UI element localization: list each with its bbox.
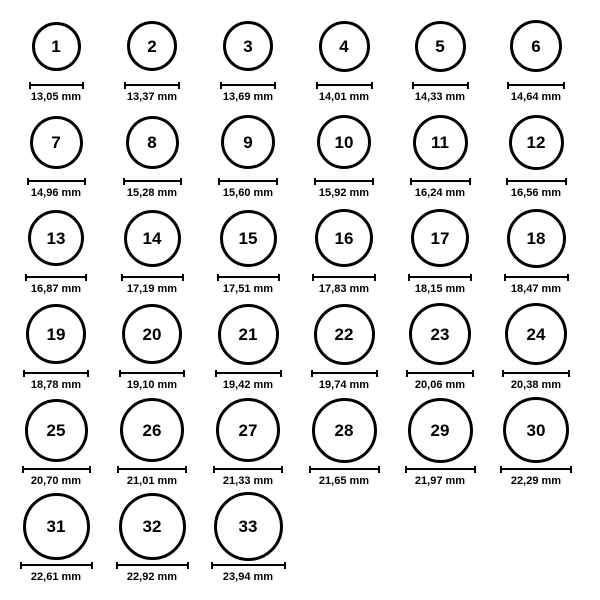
- ring-circle-wrapper: [214, 492, 283, 560]
- measure-line: [309, 466, 380, 473]
- ring-size-cell[interactable]: [392, 300, 488, 391]
- ring-size-cell[interactable]: [392, 204, 488, 295]
- ring-circle: [510, 20, 562, 72]
- ring-size-cell[interactable]: [296, 108, 392, 199]
- ring-circle-wrapper: [216, 396, 280, 464]
- measure-line: [25, 274, 87, 281]
- ring-size-number: 4: [339, 36, 349, 56]
- diameter-measure-bar: [410, 177, 471, 185]
- ring-circle: [216, 398, 280, 462]
- ring-circle: [214, 492, 283, 561]
- diameter-measure-bar: [218, 177, 278, 185]
- ring-size-cell[interactable]: [104, 396, 200, 487]
- diameter-label: 22,29 mm: [510, 475, 562, 487]
- diameter-measure-bar: [500, 465, 572, 473]
- ring-circle: [32, 22, 81, 71]
- diameter-measure-bar: [309, 465, 380, 473]
- ring-size-cell[interactable]: [392, 108, 488, 199]
- diameter-label: 14,33 mm: [414, 91, 466, 103]
- ring-size-row: [8, 108, 592, 204]
- ring-circle-wrapper: [32, 12, 81, 80]
- ring-circle: [503, 397, 569, 463]
- ring-circle-wrapper: [127, 12, 177, 80]
- ring-circle: [314, 304, 375, 365]
- ring-circle-wrapper: [122, 300, 182, 368]
- ring-circle: [415, 21, 466, 72]
- ring-size-cell[interactable]: [296, 300, 392, 391]
- ring-size-number: 13: [46, 228, 66, 248]
- diameter-measure-bar: [405, 465, 476, 473]
- ring-circle: [509, 115, 564, 170]
- ring-size-cell[interactable]: [488, 12, 584, 103]
- ring-size-number: 8: [147, 132, 157, 152]
- ring-circle: [315, 209, 373, 267]
- ring-circle: [220, 210, 277, 267]
- measure-line: [116, 562, 189, 569]
- diameter-measure-bar: [25, 273, 87, 281]
- diameter-label: 20,06 mm: [414, 379, 466, 391]
- measure-line: [507, 82, 565, 89]
- diameter-label: 20,38 mm: [510, 379, 562, 391]
- ring-circle-wrapper: [503, 396, 569, 464]
- diameter-label: 23,94 mm: [222, 571, 274, 583]
- diameter-measure-bar: [506, 177, 567, 185]
- measure-line: [23, 370, 89, 377]
- diameter-label: 22,61 mm: [30, 571, 82, 583]
- diameter-label: 15,92 mm: [318, 187, 370, 199]
- ring-circle: [127, 21, 177, 71]
- measure-line: [314, 178, 374, 185]
- measure-line: [504, 274, 569, 281]
- ring-circle: [30, 116, 83, 169]
- diameter-label: 15,28 mm: [126, 187, 178, 199]
- diameter-label: 22,92 mm: [126, 571, 178, 583]
- ring-circle-wrapper: [315, 204, 373, 272]
- ring-size-number: 17: [430, 228, 450, 248]
- diameter-label: 17,83 mm: [318, 283, 370, 295]
- ring-size-number: 11: [431, 132, 449, 152]
- ring-size-number: 32: [142, 516, 162, 536]
- measure-line: [22, 466, 91, 473]
- ring-size-cell[interactable]: [8, 492, 104, 583]
- ring-circle: [26, 304, 86, 364]
- diameter-measure-bar: [20, 561, 93, 569]
- ring-size-cell[interactable]: [8, 108, 104, 199]
- ring-circle: [507, 209, 566, 268]
- ring-circle-wrapper: [124, 204, 181, 272]
- diameter-label: 18,15 mm: [414, 283, 466, 295]
- ring-size-cell[interactable]: [104, 12, 200, 103]
- ring-size-number: 29: [430, 420, 450, 440]
- ring-size-number: 10: [334, 132, 354, 152]
- diameter-label: 18,78 mm: [30, 379, 82, 391]
- measure-line: [117, 466, 187, 473]
- diameter-measure-bar: [121, 273, 184, 281]
- diameter-label: 14,01 mm: [318, 91, 370, 103]
- diameter-label: 18,47 mm: [510, 283, 562, 295]
- ring-circle-wrapper: [319, 12, 370, 80]
- diameter-measure-bar: [119, 369, 185, 377]
- measure-line: [500, 466, 572, 473]
- diameter-label: 20,70 mm: [30, 475, 82, 487]
- diameter-label: 14,64 mm: [510, 91, 562, 103]
- ring-circle: [221, 115, 275, 169]
- measure-line: [506, 178, 567, 185]
- diameter-label: 17,19 mm: [126, 283, 178, 295]
- ring-size-number: 26: [142, 420, 162, 440]
- ring-size-number: 20: [142, 324, 162, 344]
- ring-circle: [319, 21, 370, 72]
- measure-line: [124, 82, 180, 89]
- ring-circle-wrapper: [120, 396, 184, 464]
- ring-circle-wrapper: [314, 300, 375, 368]
- ring-circle-wrapper: [415, 12, 466, 80]
- ring-circle-wrapper: [26, 300, 86, 368]
- ring-circle: [126, 116, 179, 169]
- measure-line: [316, 82, 373, 89]
- diameter-label: 21,01 mm: [126, 475, 178, 487]
- ring-size-number: 15: [238, 228, 258, 248]
- ring-size-cell[interactable]: [392, 396, 488, 487]
- ring-size-number: 12: [526, 132, 546, 152]
- ring-size-number: 24: [526, 324, 546, 344]
- diameter-label: 19,42 mm: [222, 379, 274, 391]
- ring-size-cell[interactable]: [488, 396, 584, 487]
- diameter-label: 16,56 mm: [510, 187, 562, 199]
- ring-circle: [25, 399, 88, 462]
- diameter-label: 13,69 mm: [222, 91, 274, 103]
- diameter-measure-bar: [124, 81, 180, 89]
- ring-size-cell[interactable]: [200, 204, 296, 295]
- ring-size-row: [8, 396, 592, 492]
- ring-size-number: 21: [238, 324, 258, 344]
- ring-size-row: [8, 492, 592, 588]
- diameter-measure-bar: [316, 81, 373, 89]
- ring-size-cell[interactable]: [392, 12, 488, 103]
- diameter-label: 21,97 mm: [414, 475, 466, 487]
- measure-line: [215, 370, 282, 377]
- diameter-measure-bar: [507, 81, 565, 89]
- diameter-measure-bar: [27, 177, 86, 185]
- ring-circle-wrapper: [505, 300, 567, 368]
- diameter-label: 13,37 mm: [126, 91, 178, 103]
- ring-size-cell[interactable]: [200, 300, 296, 391]
- ring-size-cell[interactable]: [200, 396, 296, 487]
- ring-circle: [409, 303, 471, 365]
- ring-circle: [23, 493, 90, 560]
- ring-size-cell[interactable]: [104, 300, 200, 391]
- ring-circle: [317, 115, 371, 169]
- diameter-measure-bar: [29, 81, 84, 89]
- ring-circle-wrapper: [30, 108, 83, 176]
- measure-line: [217, 274, 280, 281]
- ring-size-number: 6: [531, 36, 541, 56]
- measure-line: [213, 466, 283, 473]
- ring-circle: [223, 21, 273, 71]
- ring-size-cell[interactable]: [200, 492, 296, 583]
- ring-circle: [505, 303, 567, 365]
- ring-size-number: 30: [526, 420, 546, 440]
- diameter-label: 21,33 mm: [222, 475, 274, 487]
- diameter-label: 21,65 mm: [318, 475, 370, 487]
- diameter-measure-bar: [213, 465, 283, 473]
- ring-circle-wrapper: [510, 12, 562, 80]
- ring-size-cell[interactable]: [296, 396, 392, 487]
- ring-circle-wrapper: [221, 108, 275, 176]
- measure-line: [410, 178, 471, 185]
- ring-circle: [413, 115, 468, 170]
- ring-size-number: 5: [435, 36, 445, 56]
- ring-circle-wrapper: [312, 396, 377, 464]
- diameter-label: 19,74 mm: [318, 379, 370, 391]
- ring-size-cell[interactable]: [296, 12, 392, 103]
- diameter-measure-bar: [23, 369, 89, 377]
- ring-size-cell[interactable]: [104, 108, 200, 199]
- measure-line: [218, 178, 278, 185]
- ring-size-cell[interactable]: [488, 108, 584, 199]
- ring-circle: [122, 304, 182, 364]
- diameter-measure-bar: [116, 561, 189, 569]
- ring-size-cell[interactable]: [8, 204, 104, 295]
- ring-size-number: 18: [526, 228, 546, 248]
- diameter-measure-bar: [217, 273, 280, 281]
- ring-circle: [120, 398, 184, 462]
- ring-circle: [119, 493, 186, 560]
- ring-size-number: 28: [334, 420, 354, 440]
- diameter-measure-bar: [123, 177, 182, 185]
- diameter-label: 15,60 mm: [222, 187, 274, 199]
- diameter-measure-bar: [211, 561, 286, 569]
- ring-size-cell[interactable]: [8, 12, 104, 103]
- ring-circle-wrapper: [509, 108, 564, 176]
- measure-line: [311, 370, 378, 377]
- ring-circle-wrapper: [413, 108, 468, 176]
- ring-circle: [411, 209, 469, 267]
- ring-size-number: 7: [51, 132, 61, 152]
- ring-circle: [124, 210, 181, 267]
- ring-size-number: 3: [243, 36, 253, 56]
- ring-circle-wrapper: [507, 204, 566, 272]
- measure-line: [405, 466, 476, 473]
- diameter-label: 19,10 mm: [126, 379, 178, 391]
- diameter-measure-bar: [412, 81, 469, 89]
- diameter-measure-bar: [311, 369, 378, 377]
- ring-size-number: 2: [147, 36, 157, 56]
- ring-circle-wrapper: [23, 492, 90, 560]
- measure-line: [408, 274, 472, 281]
- ring-circle-wrapper: [411, 204, 469, 272]
- diameter-label: 17,51 mm: [222, 283, 274, 295]
- diameter-measure-bar: [314, 177, 374, 185]
- diameter-measure-bar: [502, 369, 570, 377]
- ring-size-number: 25: [46, 420, 66, 440]
- diameter-label: 14,96 mm: [30, 187, 82, 199]
- ring-circle-wrapper: [317, 108, 371, 176]
- ring-size-number: 23: [430, 324, 450, 344]
- diameter-measure-bar: [408, 273, 472, 281]
- ring-circle: [218, 304, 279, 365]
- ring-size-cell[interactable]: [488, 204, 584, 295]
- ring-size-cell[interactable]: [200, 12, 296, 103]
- ring-size-number: 27: [238, 420, 258, 440]
- diameter-label: 16,24 mm: [414, 187, 466, 199]
- measure-line: [406, 370, 474, 377]
- diameter-measure-bar: [406, 369, 474, 377]
- ring-size-cell[interactable]: [488, 300, 584, 391]
- diameter-label: 16,87 mm: [30, 283, 82, 295]
- measure-line: [502, 370, 570, 377]
- measure-line: [29, 82, 84, 89]
- ring-circle-wrapper: [220, 204, 277, 272]
- ring-size-cell[interactable]: [104, 204, 200, 295]
- ring-circle: [312, 398, 377, 463]
- ring-circle-wrapper: [126, 108, 179, 176]
- ring-circle-wrapper: [223, 12, 273, 80]
- ring-size-row: [8, 12, 592, 108]
- measure-line: [27, 178, 86, 185]
- measure-line: [119, 370, 185, 377]
- diameter-label: 13,05 mm: [30, 91, 82, 103]
- ring-circle: [28, 210, 84, 266]
- ring-size-number: 33: [238, 516, 258, 536]
- ring-circle-wrapper: [408, 396, 473, 464]
- ring-size-row: [8, 204, 592, 300]
- measure-line: [412, 82, 469, 89]
- ring-size-number: 14: [142, 228, 162, 248]
- ring-size-cell[interactable]: [104, 492, 200, 583]
- ring-size-number: 31: [46, 516, 66, 536]
- ring-size-number: 22: [334, 324, 354, 344]
- diameter-measure-bar: [504, 273, 569, 281]
- diameter-measure-bar: [215, 369, 282, 377]
- ring-circle-wrapper: [25, 396, 88, 464]
- ring-size-number: 16: [334, 228, 354, 248]
- measure-line: [312, 274, 376, 281]
- measure-line: [123, 178, 182, 185]
- ring-size-cell[interactable]: [8, 396, 104, 487]
- ring-circle-wrapper: [218, 300, 279, 368]
- measure-line: [121, 274, 184, 281]
- ring-circle-wrapper: [119, 492, 186, 560]
- diameter-measure-bar: [22, 465, 91, 473]
- measure-line: [20, 562, 93, 569]
- measure-line: [211, 562, 286, 569]
- diameter-measure-bar: [117, 465, 187, 473]
- ring-size-number: 9: [243, 132, 253, 152]
- ring-circle-wrapper: [28, 204, 84, 272]
- ring-size-cell[interactable]: [296, 204, 392, 295]
- ring-size-cell[interactable]: [8, 300, 104, 391]
- measure-line: [220, 82, 276, 89]
- ring-circle: [408, 398, 473, 463]
- ring-size-number: 1: [51, 36, 61, 56]
- ring-size-number: 19: [46, 324, 66, 344]
- ring-size-cell[interactable]: [200, 108, 296, 199]
- diameter-measure-bar: [220, 81, 276, 89]
- ring-size-row: [8, 300, 592, 396]
- diameter-measure-bar: [312, 273, 376, 281]
- ring-circle-wrapper: [409, 300, 471, 368]
